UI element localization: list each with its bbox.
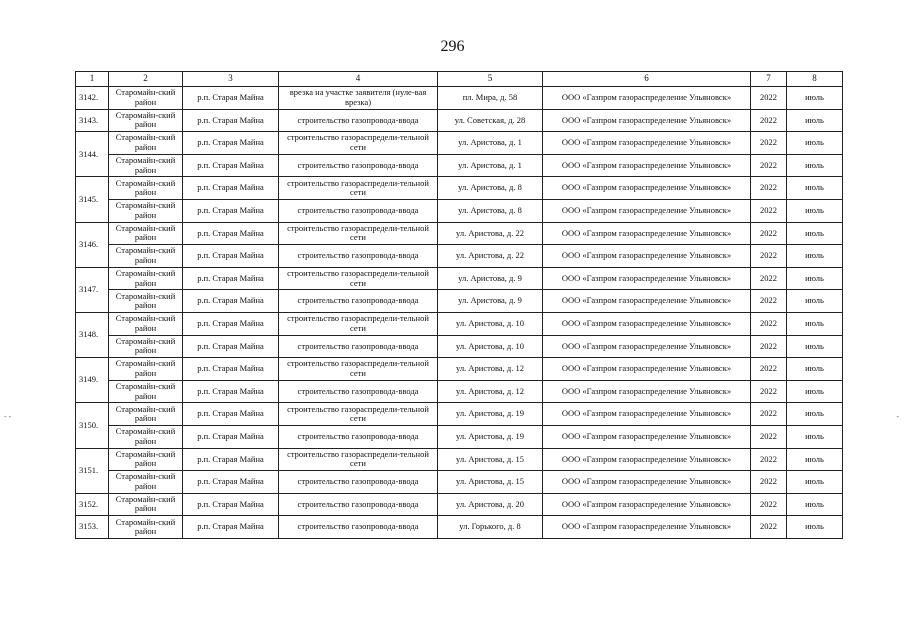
row-number-cell: 3143. [76, 109, 109, 132]
org-cell: ООО «Газпром газораспределение Ульяновск» [543, 222, 751, 245]
table-row [76, 471, 843, 494]
work-cell: строительство газораспредели-тельной сети [279, 222, 438, 245]
year-cell: 2022 [751, 493, 787, 516]
district-cell: Старомайн-ский район [109, 516, 183, 539]
year-cell: 2022 [751, 358, 787, 381]
work-cell: строительство газопровода-ввода [279, 380, 438, 403]
table-row [76, 109, 843, 132]
work-cell: строительство газопровода-ввода [279, 290, 438, 313]
row-number-cell: 3145. [76, 177, 109, 222]
org-cell: ООО «Газпром газораспределение Ульяновск» [543, 516, 751, 539]
row-number-cell: 3144. [76, 132, 109, 177]
org-cell: ООО «Газпром газораспределение Ульяновск» [543, 471, 751, 494]
locality-cell: р.п. Старая Майна [183, 132, 279, 155]
district-cell: Старомайн-ский район [109, 154, 183, 177]
scan-edge-mark-left: - - [4, 412, 12, 421]
row-number-cell: 3148. [76, 312, 109, 357]
locality-cell: р.п. Старая Майна [183, 312, 279, 335]
org-cell: ООО «Газпром газораспределение Ульяновск» [543, 358, 751, 381]
locality-cell: р.п. Старая Майна [183, 87, 279, 110]
locality-cell: р.п. Старая Майна [183, 290, 279, 313]
work-cell: строительство газопровода-ввода [279, 425, 438, 448]
month-cell: июль [787, 471, 843, 494]
row-number-cell: 3153. [76, 516, 109, 539]
work-cell: строительство газопровода-ввода [279, 109, 438, 132]
table-row [76, 222, 843, 245]
table-row [76, 177, 843, 200]
month-cell: июль [787, 132, 843, 155]
district-cell: Старомайн-ский район [109, 222, 183, 245]
row-number-cell: 3151. [76, 448, 109, 493]
month-cell: июль [787, 222, 843, 245]
table-row [76, 448, 843, 471]
locality-cell: р.п. Старая Майна [183, 267, 279, 290]
month-cell: июль [787, 312, 843, 335]
work-cell: врезка на участке заявителя (нуле-вая врезка) [279, 87, 438, 110]
org-cell: ООО «Газпром газораспределение Ульяновск» [543, 335, 751, 358]
year-cell: 2022 [751, 222, 787, 245]
org-cell: ООО «Газпром газораспределение Ульяновск» [543, 87, 751, 110]
month-cell: июль [787, 380, 843, 403]
locality-cell: р.п. Старая Майна [183, 109, 279, 132]
org-cell: ООО «Газпром газораспределение Ульяновск» [543, 267, 751, 290]
district-cell: Старомайн-ский район [109, 358, 183, 381]
month-cell: июль [787, 403, 843, 426]
district-cell: Старомайн-ский район [109, 109, 183, 132]
locality-cell: р.п. Старая Майна [183, 154, 279, 177]
district-cell: Старомайн-ский район [109, 471, 183, 494]
month-cell: июль [787, 358, 843, 381]
table-row [76, 87, 843, 110]
table-header-row [76, 72, 843, 87]
address-cell: ул. Аристова, д. 12 [438, 358, 543, 381]
work-cell: строительство газораспредели-тельной сети [279, 358, 438, 381]
column-header: 6 [543, 72, 751, 87]
work-cell: строительство газопровода-ввода [279, 516, 438, 539]
org-cell: ООО «Газпром газораспределение Ульяновск» [543, 403, 751, 426]
district-cell: Старомайн-ский район [109, 290, 183, 313]
scan-edge-mark-right: - [896, 412, 899, 421]
year-cell: 2022 [751, 448, 787, 471]
org-cell: ООО «Газпром газораспределение Ульяновск» [543, 177, 751, 200]
table-row [76, 358, 843, 381]
locality-cell: р.п. Старая Майна [183, 199, 279, 222]
page-number: 296 [440, 38, 465, 55]
month-cell: июль [787, 199, 843, 222]
locality-cell: р.п. Старая Майна [183, 358, 279, 381]
work-cell: строительство газораспредели-тельной сети [279, 267, 438, 290]
works-table [75, 71, 843, 539]
org-cell: ООО «Газпром газораспределение Ульяновск» [543, 493, 751, 516]
table-body [76, 72, 843, 539]
locality-cell: р.п. Старая Майна [183, 222, 279, 245]
year-cell: 2022 [751, 245, 787, 268]
locality-cell: р.п. Старая Майна [183, 245, 279, 268]
district-cell: Старомайн-ский район [109, 425, 183, 448]
district-cell: Старомайн-ский район [109, 335, 183, 358]
district-cell: Старомайн-ский район [109, 87, 183, 110]
address-cell: ул. Аристова, д. 8 [438, 199, 543, 222]
address-cell: ул. Аристова, д. 19 [438, 425, 543, 448]
district-cell: Старомайн-ский район [109, 380, 183, 403]
month-cell: июль [787, 290, 843, 313]
row-number-cell: 3142. [76, 87, 109, 110]
month-cell: июль [787, 493, 843, 516]
year-cell: 2022 [751, 312, 787, 335]
table-row [76, 380, 843, 403]
year-cell: 2022 [751, 335, 787, 358]
address-cell: ул. Советская, д. 28 [438, 109, 543, 132]
locality-cell: р.п. Старая Майна [183, 177, 279, 200]
table-row [76, 132, 843, 155]
year-cell: 2022 [751, 403, 787, 426]
table-row [76, 516, 843, 539]
month-cell: июль [787, 335, 843, 358]
column-header: 3 [183, 72, 279, 87]
table-row [76, 312, 843, 335]
address-cell: ул. Аристова, д. 20 [438, 493, 543, 516]
column-header: 2 [109, 72, 183, 87]
row-number-cell: 3147. [76, 267, 109, 312]
table-row [76, 267, 843, 290]
work-cell: строительство газораспредели-тельной сети [279, 177, 438, 200]
address-cell: ул. Аристова, д. 15 [438, 448, 543, 471]
address-cell: пл. Мира, д. 58 [438, 87, 543, 110]
month-cell: июль [787, 448, 843, 471]
org-cell: ООО «Газпром газораспределение Ульяновск» [543, 448, 751, 471]
locality-cell: р.п. Старая Майна [183, 335, 279, 358]
district-cell: Старомайн-ский район [109, 132, 183, 155]
address-cell: ул. Аристова, д. 22 [438, 245, 543, 268]
address-cell: ул. Аристова, д. 1 [438, 132, 543, 155]
locality-cell: р.п. Старая Майна [183, 425, 279, 448]
column-header: 7 [751, 72, 787, 87]
address-cell: ул. Аристова, д. 22 [438, 222, 543, 245]
year-cell: 2022 [751, 471, 787, 494]
year-cell: 2022 [751, 380, 787, 403]
month-cell: июль [787, 87, 843, 110]
address-cell: ул. Горького, д. 8 [438, 516, 543, 539]
org-cell: ООО «Газпром газораспределение Ульяновск» [543, 199, 751, 222]
work-cell: строительство газораспредели-тельной сети [279, 448, 438, 471]
month-cell: июль [787, 425, 843, 448]
year-cell: 2022 [751, 87, 787, 110]
locality-cell: р.п. Старая Майна [183, 380, 279, 403]
row-number-cell: 3149. [76, 358, 109, 403]
district-cell: Старомайн-ский район [109, 448, 183, 471]
year-cell: 2022 [751, 267, 787, 290]
address-cell: ул. Аристова, д. 15 [438, 471, 543, 494]
year-cell: 2022 [751, 154, 787, 177]
column-header: 8 [787, 72, 843, 87]
locality-cell: р.п. Старая Майна [183, 403, 279, 426]
org-cell: ООО «Газпром газораспределение Ульяновск» [543, 312, 751, 335]
locality-cell: р.п. Старая Майна [183, 516, 279, 539]
org-cell: ООО «Газпром газораспределение Ульяновск» [543, 425, 751, 448]
address-cell: ул. Аристова, д. 12 [438, 380, 543, 403]
address-cell: ул. Аристова, д. 1 [438, 154, 543, 177]
month-cell: июль [787, 109, 843, 132]
district-cell: Старомайн-ский район [109, 199, 183, 222]
org-cell: ООО «Газпром газораспределение Ульяновск» [543, 132, 751, 155]
district-cell: Старомайн-ский район [109, 493, 183, 516]
table-row [76, 290, 843, 313]
district-cell: Старомайн-ский район [109, 403, 183, 426]
district-cell: Старомайн-ский район [109, 177, 183, 200]
year-cell: 2022 [751, 177, 787, 200]
address-cell: ул. Аристова, д. 8 [438, 177, 543, 200]
column-header: 4 [279, 72, 438, 87]
address-cell: ул. Аристова, д. 10 [438, 335, 543, 358]
district-cell: Старомайн-ский район [109, 267, 183, 290]
district-cell: Старомайн-ский район [109, 245, 183, 268]
table-row [76, 154, 843, 177]
table-row [76, 335, 843, 358]
year-cell: 2022 [751, 425, 787, 448]
month-cell: июль [787, 516, 843, 539]
org-cell: ООО «Газпром газораспределение Ульяновск» [543, 380, 751, 403]
table-row [76, 425, 843, 448]
month-cell: июль [787, 154, 843, 177]
row-number-cell: 3150. [76, 403, 109, 448]
work-cell: строительство газопровода-ввода [279, 471, 438, 494]
address-cell: ул. Аристова, д. 9 [438, 267, 543, 290]
work-cell: строительство газопровода-ввода [279, 199, 438, 222]
table-row [76, 199, 843, 222]
table-row [76, 245, 843, 268]
table-row [76, 403, 843, 426]
month-cell: июль [787, 267, 843, 290]
address-cell: ул. Аристова, д. 10 [438, 312, 543, 335]
year-cell: 2022 [751, 199, 787, 222]
district-cell: Старомайн-ский район [109, 312, 183, 335]
work-cell: строительство газопровода-ввода [279, 493, 438, 516]
month-cell: июль [787, 177, 843, 200]
row-number-cell: 3146. [76, 222, 109, 267]
month-cell: июль [787, 245, 843, 268]
row-number-cell: 3152. [76, 493, 109, 516]
year-cell: 2022 [751, 109, 787, 132]
work-cell: строительство газораспредели-тельной сети [279, 132, 438, 155]
org-cell: ООО «Газпром газораспределение Ульяновск» [543, 154, 751, 177]
year-cell: 2022 [751, 290, 787, 313]
address-cell: ул. Аристова, д. 9 [438, 290, 543, 313]
table-row [76, 493, 843, 516]
org-cell: ООО «Газпром газораспределение Ульяновск» [543, 290, 751, 313]
locality-cell: р.п. Старая Майна [183, 471, 279, 494]
column-header: 1 [76, 72, 109, 87]
work-cell: строительство газопровода-ввода [279, 154, 438, 177]
work-cell: строительство газопровода-ввода [279, 245, 438, 268]
year-cell: 2022 [751, 516, 787, 539]
locality-cell: р.п. Старая Майна [183, 448, 279, 471]
work-cell: строительство газораспредели-тельной сети [279, 312, 438, 335]
address-cell: ул. Аристова, д. 19 [438, 403, 543, 426]
org-cell: ООО «Газпром газораспределение Ульяновск» [543, 109, 751, 132]
locality-cell: р.п. Старая Майна [183, 493, 279, 516]
work-cell: строительство газораспредели-тельной сети [279, 403, 438, 426]
org-cell: ООО «Газпром газораспределение Ульяновск» [543, 245, 751, 268]
year-cell: 2022 [751, 132, 787, 155]
work-cell: строительство газопровода-ввода [279, 335, 438, 358]
column-header: 5 [438, 72, 543, 87]
